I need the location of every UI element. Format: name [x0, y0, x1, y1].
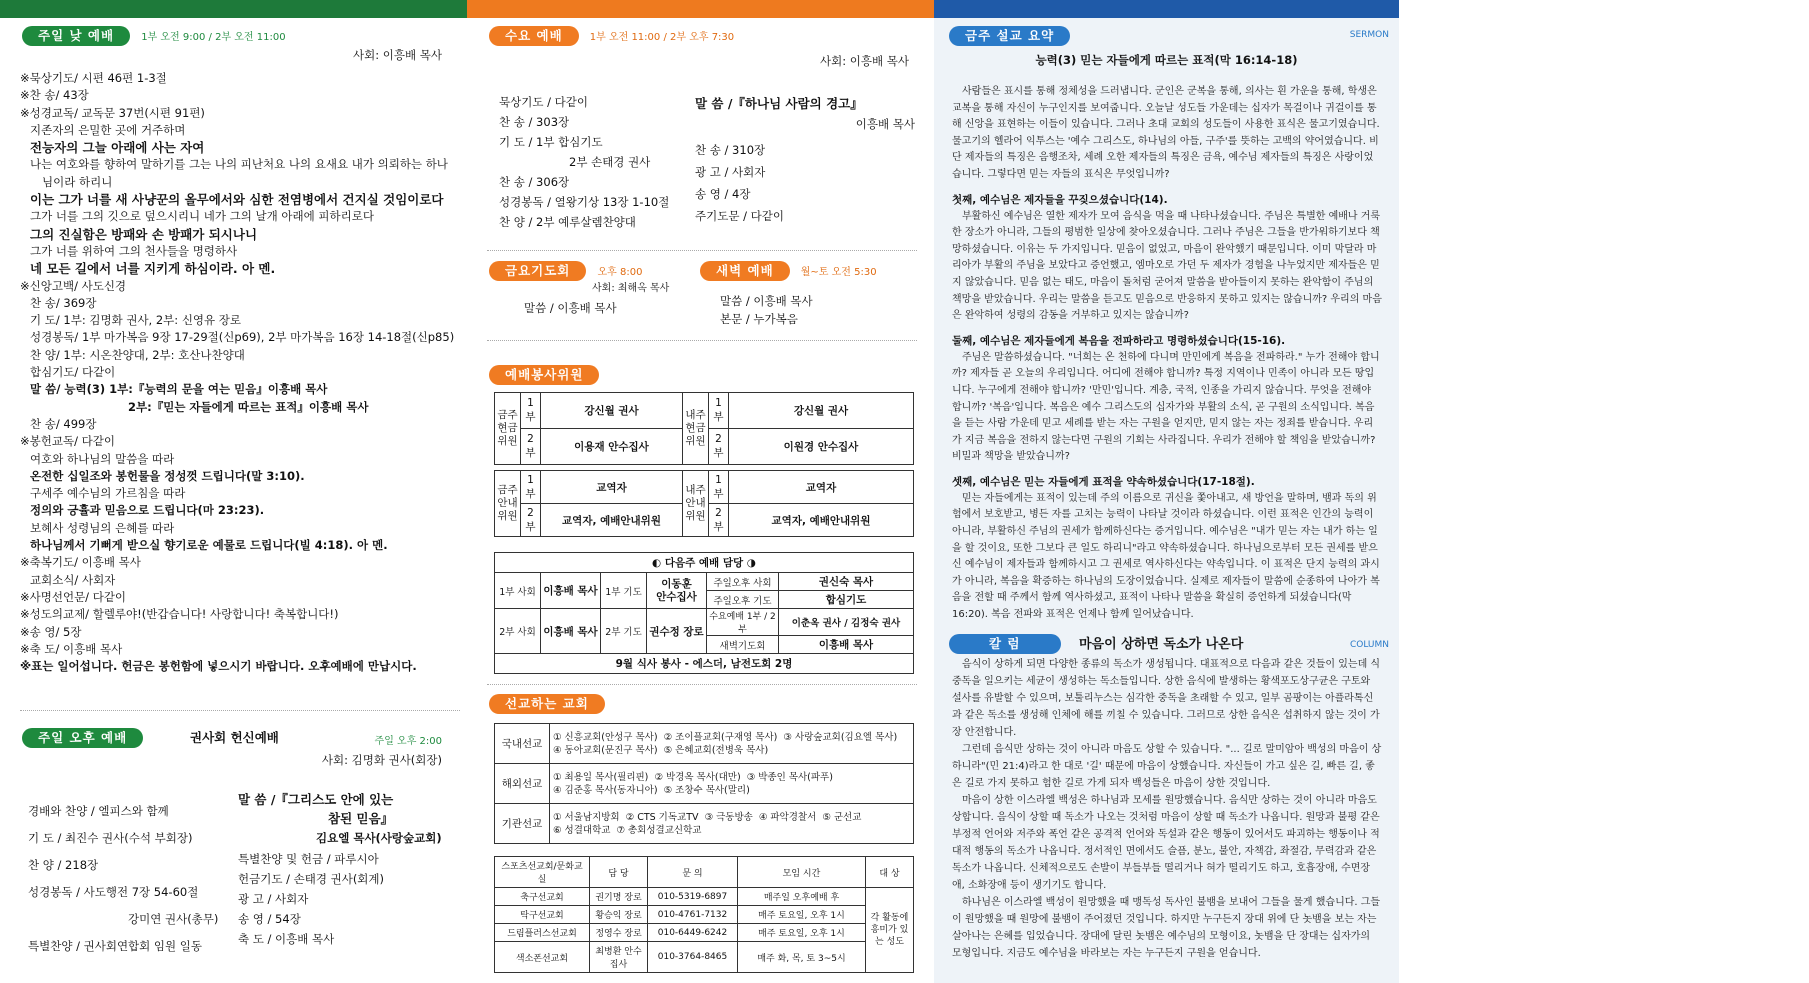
sermon-heading: 둘째, 예수님은 제자들에게 복음을 전파하라고 명령하셨습니다(15-16). — [952, 334, 1286, 347]
order-line: 주기도문 / 다같이 — [695, 209, 784, 223]
order-line: 합심기도/ 다같이 — [30, 365, 116, 380]
next-week-table — [494, 552, 914, 674]
order-line: ※찬 송/ 43장 — [20, 88, 89, 103]
order-line: ※사명선언문/ 다같이 — [20, 589, 127, 604]
table-cell: 각 활동에 흥미가 있는 성도 — [866, 888, 914, 973]
table-cell: 권기명 장로 — [590, 888, 648, 906]
table-row — [495, 888, 914, 906]
sermon-body — [952, 84, 1382, 624]
reading-line: 님이라 하리니 — [42, 174, 113, 189]
table-cell: 합심기도 — [779, 591, 914, 609]
order-line: 광 고 / 사회자 — [238, 892, 309, 906]
table-cell: 정영수 장로 — [590, 924, 648, 942]
order-line: 특별찬양 / 권사회연합회 임원 일동 — [28, 939, 203, 953]
blue-header-bar — [934, 0, 1399, 18]
table-cell: 010-4761-7132 — [648, 906, 738, 924]
sunday-morning-host: 사회: 이흥배 목사 — [353, 48, 442, 62]
order-line: 묵상기도 / 다같이 — [499, 95, 588, 109]
preacher: 이흥배 목사 — [855, 117, 915, 131]
order-line: 찬 양 / 2부 예루살렘찬양대 — [499, 215, 636, 229]
table-cell: 2부 기도 — [601, 609, 647, 654]
order-line: 헌금기도 / 손태경 권사(회계) — [238, 872, 385, 886]
sunday-morning-order — [20, 70, 460, 675]
order-line: 찬 양/ 1부: 시온찬양대, 2부: 호산나찬양대 — [30, 347, 245, 362]
reading-line: 이는 그가 너를 새 사냥꾼의 올무에서와 심한 전염병에서 건지실 것임이로다 — [30, 192, 444, 208]
table-row — [495, 471, 914, 504]
table-cell: 주일오후 사회 — [707, 573, 779, 591]
table-cell: 교역자 — [541, 471, 683, 504]
order-line: 교회소식/ 사회자 — [30, 572, 116, 587]
table-cell: ① 최용일 목사(필리핀) ② 박경옥 목사(대만) ③ 박종인 목사(파푸) ④ 김준홍 목사(동자니아) ⑤ 조창수 목사(말리) — [550, 764, 914, 804]
table-row — [495, 857, 914, 888]
order-line: ※축 도/ 이흥배 목사 — [20, 641, 123, 656]
table-cell: 2부 사회 — [495, 609, 541, 654]
table-cell: 국내선교 — [495, 724, 550, 764]
order-line: 특별찬양 및 헌금 / 파루시아 — [238, 852, 379, 866]
table-cell: 주일오후 기도 — [707, 591, 779, 609]
sermon-line: 말 씀 /『하나님 사람의 경고』 — [695, 96, 863, 111]
order-line: 성경봉독/ 1부 마가복음 9장 17-29절(신p69), 2부 마가복음 16장 14-18절(신p85) — [30, 330, 455, 345]
friday-tag: 금요기도회 — [489, 261, 586, 281]
sermon-paragraph: 부활하신 예수님은 열한 제자가 모여 음식을 먹을 때 나타나셨습니다. 주님은 특별한 예배나 거룩한 장소가 아니라, 그들의 평범한 일상에 찾아오셨습니다. 그러나 주님은 그들을 반가워하기보다 책망하셨습니다. 이유는 두 가지입니다. 믿음이 없었고, 마음이 완악했기 때문입니다. 이미 막달라 마리아가 부활의 주님을 보았다고 증언했고, 엠마오로 가던 두 제자가 경험을 나누었지만 제자들은 믿지 않았습니다. 믿음 없는 태도, 마음이 돌처럼 굳어져 말씀을 받아들이지 못하는 완악함이 주님의 책망을 받았습니다. 우리는 말씀을 듣고도 믿음으로 반응하지 못하고 있지는 않습니까? 우리의 마음은 완악하여 성령의 감동을 거부하고 있지는 않습니까? — [952, 210, 1382, 322]
table-cell: 010-6449-6242 — [648, 924, 738, 942]
table-cell: 이춘옥 권사 / 김정숙 권사 — [779, 609, 914, 636]
sermon-heading: 셋째, 예수님은 믿는 자들에게 표적을 약속하셨습니다(17-18절). — [952, 475, 1255, 488]
mission-tag: 선교하는 교회 — [489, 694, 605, 714]
green-header-bar — [0, 0, 467, 18]
table-row — [495, 906, 914, 924]
sermon-paragraph: 믿는 자들에게는 표적이 있는데 주의 이름으로 귀신을 쫓아내고, 새 방언을 말하며, 뱀과 독의 위험에서 보호받고, 병든 자를 고치는 능력이 나타날 것이라 하셨습니다. 이런 표적은 인간의 능력이 아니라, 부활하신 주님의 권세가 함께하신다는 증거입니다. 예수님은 "내가 믿는 자는 내가 하는 일을 할 것이요, 또한 그보다 큰 일도 하리니"라고 약속하셨습니다. 하나님으로부터 모든 권세를 받으신 예수님이 제자들과 함께하시고 그 권세로 역사하신다는 약속입니다. 이 표적은 단지 능력의 과시가 아니라, 복음을 확증하는 하나님의 도장이었습니다. 실제로 제자들이 말씀에 순종하여 나아가 복음을 전할 때 주께서 함께 역사하셨고, 표적이 나타나 말씀을 확실히 증언하게 되셨습니다(막 16:20). 복음 전파와 표적은 언제나 함께 일어났습니다. — [952, 492, 1380, 621]
table-cell: 기관선교 — [495, 804, 550, 844]
service-committee-table — [494, 392, 914, 465]
column-tag: 칼 럼 — [949, 634, 1061, 654]
wednesday-left — [499, 92, 669, 232]
order-line: ※축복기도/ 이흥배 목사 — [20, 555, 141, 570]
table-cell: 교역자, 예배안내위원 — [729, 504, 914, 537]
table-cell: 내주 현금 위원 — [683, 393, 709, 465]
order-line: 경배와 찬양 / 엘피스와 함께 — [28, 804, 169, 818]
usher-table — [494, 470, 914, 537]
order-line: 찬 송 / 306장 — [499, 175, 570, 189]
table-header: ◐ 다음주 예배 담당 ◑ — [495, 553, 914, 573]
friday-time: 오후 8:00 — [597, 267, 643, 278]
order-line: ※신앙고백/ 사도신경 — [20, 278, 127, 293]
table-cell: 축구선교회 — [495, 888, 590, 906]
wednesday-tag: 수요 예배 — [489, 26, 579, 46]
column-label: COLUMN — [1349, 640, 1389, 650]
table-cell: 1부 — [521, 393, 541, 429]
table-cell: 매주일 오후예배 후 — [738, 888, 866, 906]
wednesday-time: 1부 오전 11:00 / 2부 오후 7:30 — [589, 32, 735, 43]
offering-line: 정의와 긍휼과 믿음으로 드립니다(마 23:23). — [30, 503, 265, 518]
friday-host: 사회: 최해옥 목사 — [592, 283, 670, 294]
table-row — [495, 393, 914, 429]
offering-line: 온전한 십일조와 봉헌물을 정성껏 드립니다(말 3:10). — [30, 468, 305, 483]
order-line: 송 영 / 4장 — [695, 187, 751, 201]
sports-mission-table — [494, 856, 914, 973]
dawn-text: 본문 / 누가복음 — [720, 312, 798, 326]
reading-line: 그가 너를 그의 깃으로 덮으시리니 네가 그의 날개 아래에 피하리로다 — [30, 209, 374, 224]
column-body — [952, 656, 1382, 962]
table-cell: 이흥배 목사 — [779, 636, 914, 654]
friday-msg: 말씀 / 이흥배 목사 — [524, 301, 617, 315]
wednesday-right — [695, 94, 915, 227]
afternoon-host: 사회: 김명화 권사(회장) — [321, 753, 442, 767]
table-cell: 이흥배 목사 — [541, 573, 601, 609]
table-cell: 최병환 안수집사 — [590, 942, 648, 973]
order-line: 기 도 / 최진수 권사(수석 부회장) — [28, 831, 193, 845]
sunday-morning-tag: 주일 낮 예배 — [22, 26, 130, 46]
table-cell: 1부 — [709, 393, 729, 429]
reading-line: 전능자의 그늘 아래에 사는 자여 — [30, 140, 205, 156]
table-cell: 이흥배 목사 — [541, 609, 601, 654]
table-cell: 매주 토요일, 오후 1시 — [738, 924, 866, 942]
order-line: 강미연 권사(총무) — [128, 912, 219, 926]
table-cell: 내주 안내 위원 — [683, 471, 709, 537]
table-cell: 권수정 장로 — [647, 609, 707, 654]
order-line: 축 도 / 이흥배 목사 — [238, 932, 335, 946]
table-row — [495, 724, 914, 764]
table-cell: 해외선교 — [495, 764, 550, 804]
table-cell: 드림플러스선교회 — [495, 924, 590, 942]
order-line: 찬 양 / 218장 — [28, 858, 99, 872]
sermon-line: 말 씀/ 능력(3) 1부:『능력의 문을 여는 믿음』이흥배 목사 — [30, 382, 328, 397]
sermon-column — [934, 0, 1399, 983]
dawn-time: 월~토 오전 5:30 — [800, 267, 877, 278]
table-cell: 색소폰선교회 — [495, 942, 590, 973]
column-paragraph: 마음이 상한 이스라엘 백성은 하나님과 모세를 원망했습니다. 음식만 상하는 것이 아니라 마음도 상합니다. 음식이 상할 때 독소가 나오는 것처럼 마음이 상할 때 독소가 나옵니다. 원망과 불평 같은 부정적 언어와 저주와 폭언 같은 공격적 언어와 독설과 같은 행동이 있어서도 파괴하는 행동이나 적대적 행동의 독소가 나옵니다. 정서적인 면에서도 슬픔, 분노, 불안, 자책감, 좌절감, 무력감과 같은 독소가 나옵니다. 신체적으로도 손발이 부들부들 떨리거나 혀가 떨리기도 하고, 호흡장애, 수면장애, 소화장애 등이 생기기도 합니다. — [952, 795, 1380, 891]
reading-line: 그가 너를 위하여 그의 천사들을 명령하사 — [30, 243, 238, 258]
dawn-msg: 말씀 / 이흥배 목사 — [720, 294, 813, 308]
table-row — [495, 573, 914, 591]
sunday-afternoon-tag: 주일 오후 예배 — [22, 728, 143, 748]
offering-line: 구세주 예수님의 가르침을 따라 — [30, 486, 186, 501]
order-line: ※성도의교제/ 할렐루야!(반갑습니다! 사랑합니다! 축복합니다!) — [20, 607, 339, 622]
table-row — [495, 804, 914, 844]
table-cell: 1부 기도 — [601, 573, 647, 609]
sermon-summary-tag: 금주 설교 요약 — [949, 26, 1070, 46]
divider — [487, 250, 917, 251]
table-row — [495, 654, 914, 674]
wednesday-column — [467, 0, 934, 983]
reading-line: 지존자의 은밀한 곳에 거주하며 — [30, 122, 186, 137]
table-cell: 1부 사회 — [495, 573, 541, 609]
sermon-line: 참된 믿음』 — [328, 811, 394, 826]
offering-line: 보혜사 성령님의 은혜를 따라 — [30, 520, 175, 535]
preacher: 김요엘 목사(사랑숲교회) — [316, 831, 442, 845]
orange-header-bar — [467, 0, 934, 18]
table-cell: 이동훈 안수집사 — [647, 573, 707, 609]
table-cell: 매주 화, 목, 토 3~5시 — [738, 942, 866, 973]
sunday-column — [0, 0, 467, 983]
reading-line: 나는 여호와를 향하여 말하기를 그는 나의 피난처요 나의 요새요 내가 의뢰하는 하나 — [30, 157, 448, 172]
table-header: 문 의 — [648, 857, 738, 888]
afternoon-left — [28, 798, 218, 960]
order-line: 찬 송 / 303장 — [499, 115, 570, 129]
afternoon-time: 주일 오후 2:00 — [374, 736, 442, 747]
order-line: 송 영 / 54장 — [238, 912, 301, 926]
table-cell: 탁구선교회 — [495, 906, 590, 924]
sermon-line: 2부:『믿는 자들에게 따르는 표적』이흥배 목사 — [128, 399, 369, 414]
table-cell: 황승익 장로 — [590, 906, 648, 924]
order-line: 기 도 / 1부 합심기도 — [499, 135, 603, 149]
divider — [487, 340, 917, 341]
table-cell: 이용재 안수집사 — [541, 429, 683, 465]
table-row — [495, 942, 914, 973]
column-paragraph: 음식이 상하게 되면 다양한 종류의 독소가 생성됩니다. 대표적으로 다음과 같은 것들이 있는데 식중독을 일으키는 세균이 생성하는 독소들입니다. 상한 음식에 발생하는 황색포도상구균은 구토와 설사를 유발할 수 있으며, 보툴리누스는 심각한 중독을 초래할 수 있고, 일부 곰팡이는 아플라톡신과 같은 독소를 생성해 인체에 해를 끼칠 수 있습니다. 그러므로 상한 음식은 섭취하지 않는 것이 가장 안전합니다. — [952, 659, 1381, 738]
table-cell: 금주 현금 위원 — [495, 393, 521, 465]
table-cell: 010-3764-8465 — [648, 942, 738, 973]
table-row — [495, 924, 914, 942]
order-line: ※묵상기도/ 시편 46편 1-3절 — [20, 71, 167, 85]
dawn-tag: 새벽 예배 — [700, 261, 790, 281]
sermon-label: SERMON — [1349, 30, 1389, 40]
column-title: 마음이 상하면 독소가 나온다 — [1079, 637, 1244, 652]
table-cell: 1부 — [709, 471, 729, 504]
order-line: 기 도/ 1부: 김명화 권사, 2부: 신영유 장로 — [30, 313, 242, 328]
order-line: 성경봉독 / 사도행전 7장 54-60절 — [28, 885, 199, 899]
divider — [20, 710, 460, 711]
sermon-title: 능력(3) 믿는 자들에게 따르는 표적(막 16:14-18) — [1035, 53, 1298, 67]
mission-table — [494, 723, 914, 844]
offering-line: 하나님께서 기뻐게 받으실 향기로운 예물로 드립니다(빌 4:18). 아 멘. — [30, 538, 388, 553]
order-line: ※봉헌교독/ 다같이 — [20, 434, 115, 449]
sermon-line: 말 씀 /『그리스도 안에 있는 — [238, 792, 394, 807]
table-cell: 2부 — [709, 504, 729, 537]
table-cell: 금주 안내 위원 — [495, 471, 521, 537]
reading-line: 네 모든 길에서 너를 지키게 하심이라. 아 멘. — [30, 261, 276, 277]
order-line: 성경봉독 / 열왕기상 13장 1-10절 — [499, 195, 670, 209]
offering-line: 여호와 하나님의 말씀을 따라 — [30, 451, 175, 466]
table-cell: 권신숙 목사 — [779, 573, 914, 591]
order-line: 2부 손태경 권사 — [569, 155, 651, 169]
notice-line: ※표는 일어섭니다. 헌금은 봉헌함에 넣으시기 바랍니다. 오후예배에 만납시다. — [20, 659, 417, 674]
order-line: 광 고 / 사회자 — [695, 165, 766, 179]
sermon-heading: 첫째, 예수님은 제자들을 꾸짖으셨습니다(14). — [952, 193, 1168, 206]
table-cell: 매주 토요일, 오후 1시 — [738, 906, 866, 924]
reading-line: 그의 진실함은 방패와 손 방패가 되시나니 — [30, 226, 258, 242]
sermon-paragraph: 사람들은 표시를 통해 정체성을 드러냅니다. 군인은 군복을 통해, 의사는 흰 가운을 통해, 학생은 교복을 통해 자신이 누구인지를 보여줍니다. 오늘날 성도들 가운데는 십자가 목걸이나 귀걸이를 통해 신앙을 표현하는 이들이 있습니다. 그러나 초대 교회의 성도들이 사용한 표식은 물고기였습니다. 물고기의 헬라어 익투스는 '예수 그리스도, 하나님의 아들, 구주'를 뜻하는 고백의 약어였습니다. 비단 제자들의 특징은 음행조차, 세례 오한 제자들의 특징은 금욕, 예수님 제자들의 특징은 사랑이었습니다. 그렇다면 믿는 자들의 표식은 무엇입니까? — [952, 86, 1380, 180]
afternoon-right — [238, 790, 442, 949]
table-cell: 2부 — [709, 429, 729, 465]
sunday-morning-time: 1부 오전 9:00 / 2부 오전 11:00 — [141, 32, 286, 43]
service-committee-tag: 예배봉사위원 — [489, 365, 599, 385]
table-header: 모임 시간 — [738, 857, 866, 888]
table-cell: 2부 — [521, 504, 541, 537]
divider — [487, 684, 917, 685]
afternoon-title: 권사회 헌신예배 — [190, 730, 279, 745]
order-line: 찬 송/ 369장 — [30, 295, 97, 310]
table-cell: 강신월 권사 — [729, 393, 914, 429]
table-cell: 이원경 안수집사 — [729, 429, 914, 465]
table-row — [495, 553, 914, 573]
table-cell: 교역자, 예배안내위원 — [541, 504, 683, 537]
table-row — [495, 764, 914, 804]
table-header: 대 상 — [866, 857, 914, 888]
table-cell: 교역자 — [729, 471, 914, 504]
order-line: 찬 송/ 499장 — [30, 416, 97, 431]
column-paragraph: 하나님은 이스라엘 백성이 원망했을 때 맹독성 독사인 불뱀을 보내어 그들을 물게 했습니다. 그들이 원망했을 때 원망에 불뱀이 주어졌던 것입니다. 하지만 누구든지 장대 위에 단 놋뱀을 보는 자는 살아나는 은혜를 입었습니다. 장대에 달린 놋뱀은 예수님의 모형이요, 놋뱀을 단 장대는 십자가의 모형입니다. 지금도 예수님을 바라보는 자는 누구든지 구원을 얻습니다. — [952, 897, 1381, 959]
order-line: 찬 송 / 310장 — [695, 143, 766, 157]
order-line: ※성경교독/ 교독문 37번(시편 91편) — [20, 105, 205, 120]
table-header: 스포츠선교회/문화교실 — [495, 857, 590, 888]
wednesday-host: 사회: 이흥배 목사 — [820, 54, 909, 68]
table-cell: 수요예배 1부 / 2부 — [707, 609, 779, 636]
sermon-paragraph: 주님은 말씀하셨습니다. "너희는 온 천하에 다니며 만민에게 복음을 전파하라." 누가 전해야 합니까? 제자들 곧 오늘의 우리입니다. 어디에 전해야 합니까? 특정 지역이나 민족이 아니라 모든 땅입니다. 누구에게 전해야 합니까? '만민'입니다. 계층, 국적, 인종을 가리지 않습니다. 무엇을 전해야 합니까? '복음'입니다. 복음은 예수 그리스도의 십자가와 부활의 소식, 곧 구원의 소식입니다. 복음을 듣는 사람 가운데 믿고 세례를 받는 자는 구원을 얻지만, 믿지 않는 자는 정죄를 받습니다. 우리가 지금 복음을 전하지 않는다면 구원의 기회는 사라집니다. 우리가 전해야 할 책임을 받았습니까? 비밀과 책망을 받았습니까? — [952, 351, 1380, 463]
table-cell: 2부 — [521, 429, 541, 465]
table-cell: 강신월 권사 — [541, 393, 683, 429]
table-row — [495, 609, 914, 636]
column-paragraph: 그런데 음식만 상하는 것이 아니라 마음도 상할 수 있습니다. "... 길로 말미암아 백성의 마음이 상하니라"(민 21:4)라고 한 대로 '길' 때문에 마음이 상했습니다. 자신들이 가고 싶은 길, 빠른 길, 좋은 길로 가지 못하고 험한 길로 가게 되자 백성들은 마음이 상한 것입니다. — [952, 744, 1382, 789]
table-footer: 9월 식사 봉사 - 에스더, 남전도회 2명 — [495, 654, 914, 674]
table-cell: ① 서울남지방회 ② CTS 기독교TV ③ 극동방송 ④ 파악경찰서 ⑤ 군선교 ⑥ 성결대학교 ⑦ 총회성결교신학교 — [550, 804, 914, 844]
table-cell: 010-5319-6897 — [648, 888, 738, 906]
table-cell: ① 신흥교회(안성구 목사) ② 조이플교회(구재영 목사) ③ 사랑숲교회(김요엘 목사) ④ 동아교회(문진구 목사) ⑤ 은혜교회(전병욱 목사) — [550, 724, 914, 764]
table-cell: 새벽기도회 — [707, 636, 779, 654]
table-cell: 1부 — [521, 471, 541, 504]
order-line: ※송 영/ 5장 — [20, 624, 82, 639]
table-header: 담 당 — [590, 857, 648, 888]
